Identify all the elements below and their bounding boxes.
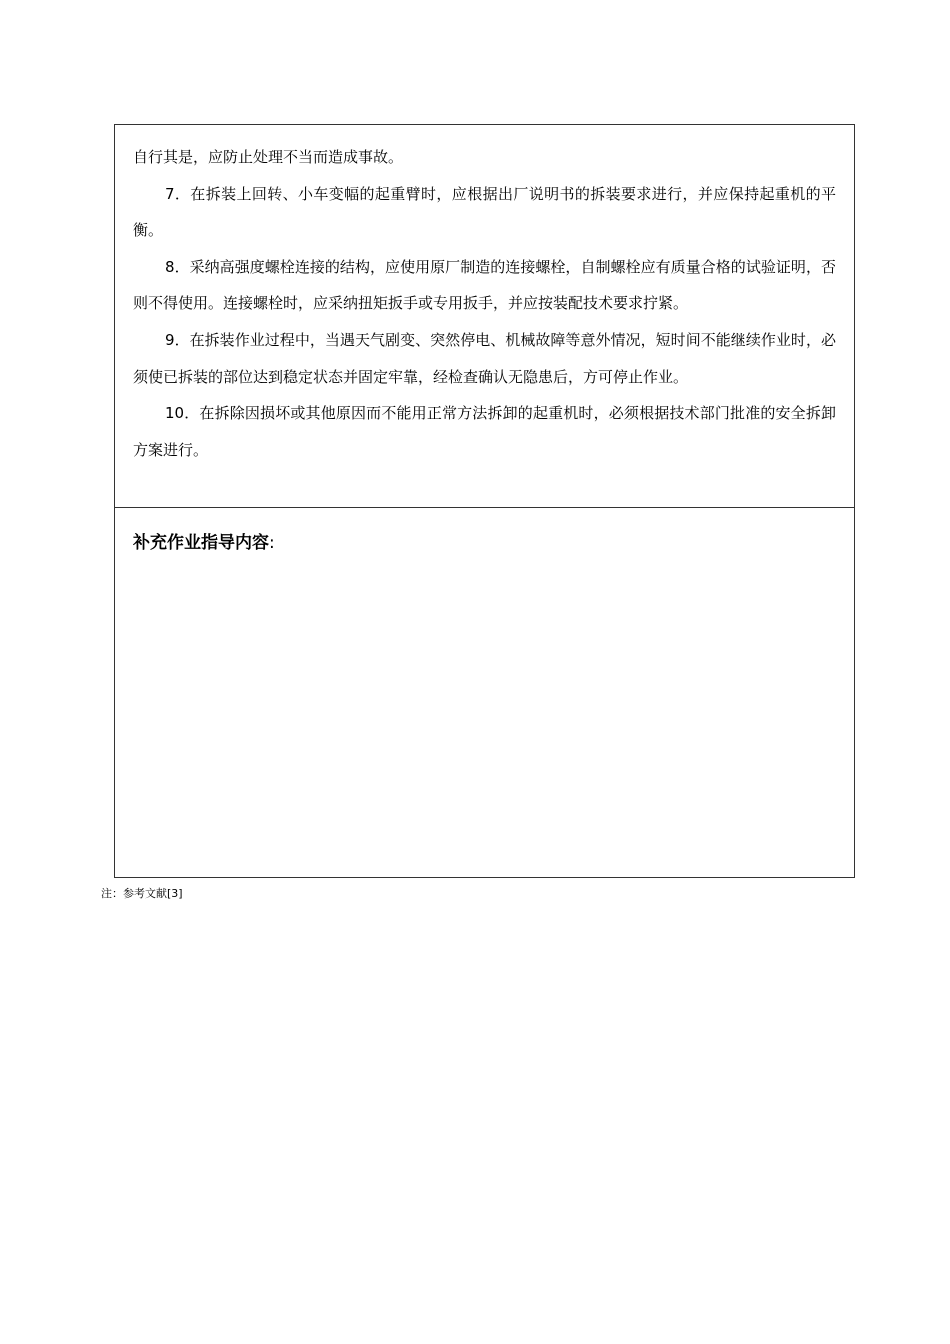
instruction-table [114, 124, 855, 878]
paragraph-item-8: 8．采纳高强度螺栓连接的结构，应使用原厂制造的连接螺栓，自制螺栓应有质量合格的试验证明，否则不得使用。连接螺栓时，应采纳扭矩扳手或专用扳手，并应按装配技术要求拧紧。 [133, 257, 836, 313]
paragraph-continuation: 自行其是，应防止处理不当而造成事故。 [133, 148, 404, 166]
paragraph-item-9: 9．在拆装作业过程中，当遇天气剧变、突然停电、机械故障等意外情况，短时间不能继续作业时，必须使已拆装的部位达到稳定状态并固定牢靠，经检查确认无隐患后，方可停止作业。 [133, 330, 836, 386]
supplement-colon: : [269, 533, 275, 553]
paragraph-item-7: 7．在拆装上回转、小车变幅的起重臂时，应根据出厂说明书的拆装要求进行，并应保持起重机的平衡。 [133, 184, 836, 240]
supplement-title: 补充作业指导内容 [133, 533, 269, 553]
supplement-cell [115, 508, 854, 877]
content-cell [115, 125, 854, 508]
supplement-heading [133, 530, 836, 556]
paragraph-item-10: 10．在拆除因损坏或其他原因而不能用正常方法拆卸的起重机时，必须根据技术部门批准的安全拆卸方案进行。 [133, 404, 836, 459]
reference-note: 注：参考文献[3] [101, 887, 183, 900]
